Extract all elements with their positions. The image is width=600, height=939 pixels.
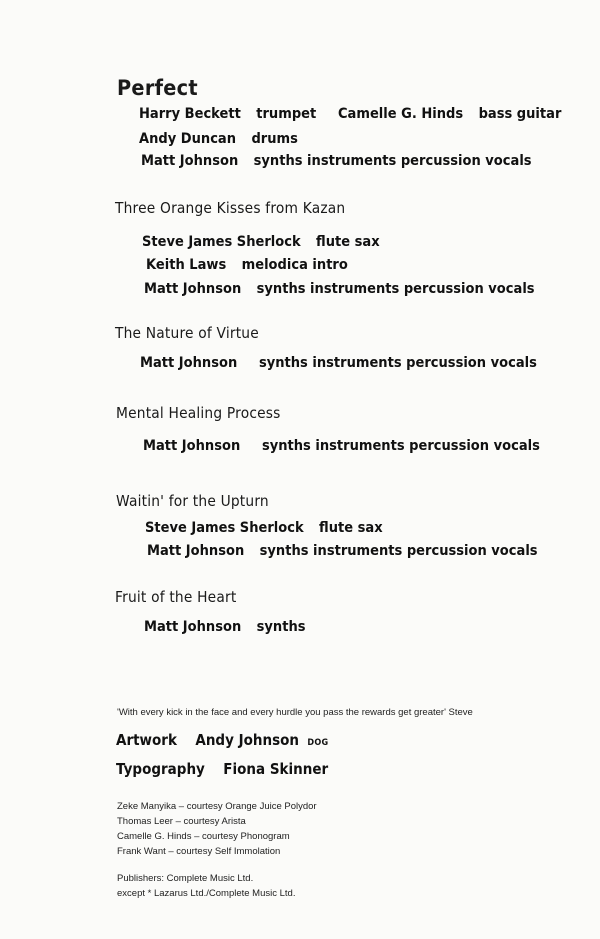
track-title-three-orange-kisses: Three Orange Kisses from Kazan [115, 199, 346, 217]
courtesy-line: Thomas Leer – courtesy Arista [117, 816, 246, 827]
track-title-nature-of-virtue: The Nature of Virtue [115, 324, 259, 342]
credit-name: Matt Johnson [141, 153, 239, 169]
credit-name: Andy Duncan [139, 131, 237, 147]
credit-name: Steve James Sherlock [145, 520, 304, 536]
credit-line [144, 619, 306, 635]
credit-line [147, 543, 538, 559]
typography-credit [116, 760, 328, 778]
courtesy-line: Frank Want – courtesy Self Immolation [117, 846, 281, 857]
credit-name: Harry Beckett [139, 106, 241, 122]
credit-role: flute sax [316, 234, 380, 250]
publishers-line: Publishers: Complete Music Ltd. [117, 873, 254, 884]
credit-line [144, 281, 535, 297]
credit-role: synths instruments percussion vocals [259, 543, 538, 559]
publishers-line: except * Lazarus Ltd./Complete Music Ltd. [117, 888, 296, 899]
credit-line [146, 257, 348, 273]
credit-name: Steve James Sherlock [142, 234, 301, 250]
credit-name: Matt Johnson [143, 438, 241, 454]
credit-line [145, 520, 383, 536]
credit-role: flute sax [319, 520, 383, 536]
credit-line [143, 438, 540, 454]
credit-name: Matt Johnson [144, 281, 242, 297]
artwork-credit [116, 731, 328, 749]
credit-line [141, 153, 532, 169]
typography-name: Fiona Skinner [223, 760, 329, 778]
artwork-label: Artwork [116, 731, 177, 749]
credit-role: bass guitar [478, 106, 562, 122]
credit-name: Keith Laws [146, 257, 227, 273]
credit-name: Matt Johnson [147, 543, 245, 559]
credit-role: synths [256, 619, 306, 635]
credit-role: trumpet [256, 106, 317, 122]
credit-line [140, 355, 537, 371]
credit-name: Matt Johnson [144, 619, 242, 635]
track-title-fruit-of-the-heart: Fruit of the Heart [115, 588, 237, 606]
credit-role: melodica intro [241, 257, 348, 273]
courtesy-line: Zeke Manyika – courtesy Orange Juice Polydor [117, 801, 317, 812]
credit-role: synths instruments percussion vocals [253, 153, 532, 169]
credit-name: Matt Johnson [140, 355, 238, 371]
credit-role: synths instruments percussion vocals [258, 355, 537, 371]
publishers-block [117, 871, 295, 901]
courtesies-block [117, 799, 317, 859]
credit-line [139, 131, 298, 147]
credit-role: synths instruments percussion vocals [261, 438, 540, 454]
typography-label: Typography [116, 760, 205, 778]
artwork-suffix: DOG [307, 738, 329, 748]
track-title-waitin-for-the-upturn: Waitin' for the Upturn [116, 492, 269, 510]
credit-role: drums [251, 131, 298, 147]
track-title-mental-healing-process: Mental Healing Process [116, 404, 281, 422]
credit-role: synths instruments percussion vocals [256, 281, 535, 297]
credit-line [142, 234, 380, 250]
credit-name: Camelle G. Hinds [337, 106, 464, 122]
quote: 'With every kick in the face and every hurdle you pass the rewards get greater' Steve [117, 707, 473, 718]
track-title-perfect: Perfect [117, 76, 198, 100]
credit-line [139, 106, 561, 122]
artwork-name: Andy Johnson [195, 731, 300, 749]
courtesy-line: Camelle G. Hinds – courtesy Phonogram [117, 831, 290, 842]
